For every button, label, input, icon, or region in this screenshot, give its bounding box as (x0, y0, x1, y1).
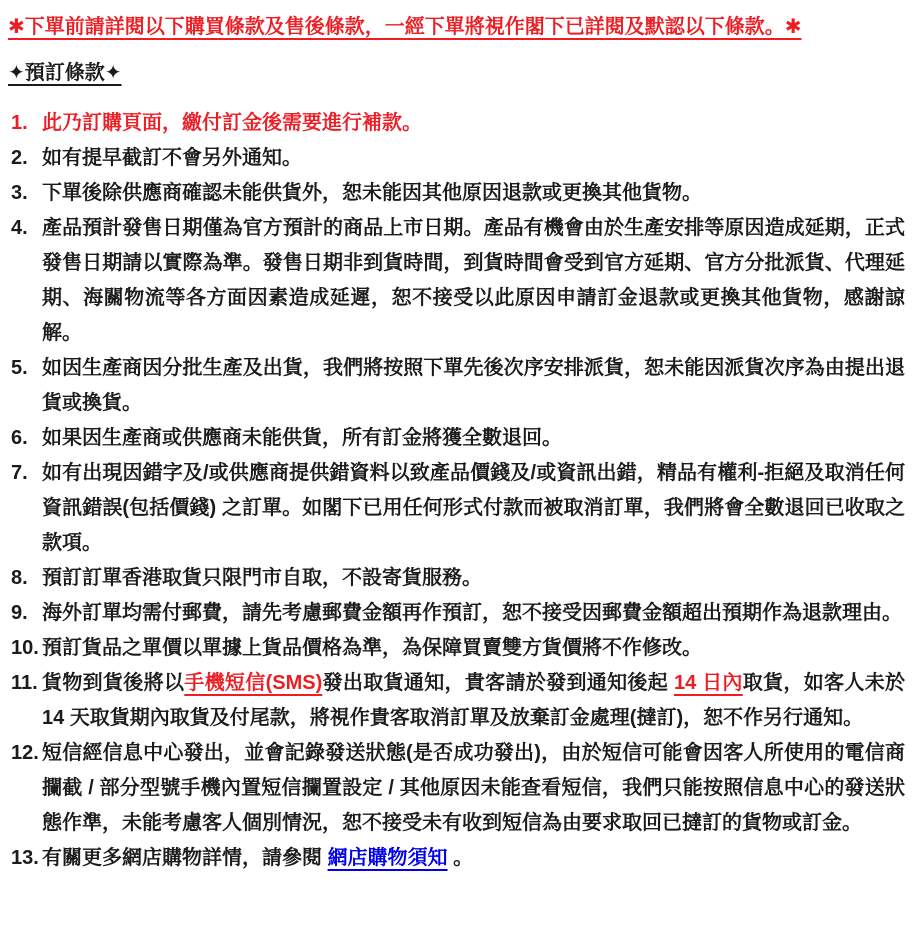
term-number: 8. (11, 567, 28, 589)
term-text-body (42, 637, 702, 659)
term-number: 11. (11, 672, 38, 694)
term-text-body (42, 182, 702, 204)
term-item-2 (8, 141, 905, 176)
term-text-segment: 預訂貨品之單價以單據上貨品價格為準，為保障買賣雙方貨價將不作修改。 (42, 637, 702, 659)
term-item-7 (8, 456, 905, 561)
term-number: 7. (11, 462, 28, 484)
term-number: 5. (11, 357, 28, 379)
term-text-segment: 取貨，如客人未於 14 天取貨期內取貨及付尾款，將視作貴客取消訂單及放棄訂金處理(撻訂)，恕不作另行通知。 (42, 672, 906, 729)
term-number: 6. (11, 427, 28, 449)
term-number: 3. (11, 182, 28, 204)
term-number: 4. (11, 217, 28, 239)
term-item-11 (8, 666, 905, 736)
term-item-1 (8, 106, 905, 141)
term-text-body (42, 217, 905, 344)
terms-list (8, 106, 905, 876)
term-number: 13. (11, 847, 39, 869)
term-item-5 (8, 351, 905, 421)
term-text-segment: 如有出現因錯字及/或供應商提供錯資料以致產品價錢及/或資訊出錯，精品有權利-拒絕及取消任何資訊錯誤(包括價錢) 之訂單。如閣下已用任何形式付款而被取消訂單，我們將會全數退回已收取之款項。 (42, 462, 905, 554)
term-text-body (42, 112, 422, 134)
term-text-segment: 貨物到貨後將以 (42, 672, 185, 694)
term-text-body (42, 742, 905, 834)
term-text-segment: 如果因生產商或供應商未能供貨，所有訂金將獲全數退回。 (42, 427, 562, 449)
term-item-13 (8, 841, 905, 876)
term-number: 10. (11, 637, 39, 659)
term-text-body (42, 357, 905, 414)
term-item-3 (8, 176, 905, 211)
term-text-segment: 14 日內 (673, 672, 743, 694)
term-text-body (42, 602, 902, 624)
term-text-segment: 預訂訂單香港取貨只限門市自取，不設寄貨服務。 (42, 567, 482, 589)
term-text-segment: 下單後除供應商確認未能供貨外，恕未能因其他原因退款或更換其他貨物。 (42, 182, 702, 204)
term-text-segment: 如有提早截訂不會另外通知。 (42, 147, 302, 169)
term-item-12 (8, 736, 905, 841)
purchase-notice-heading: ✱下單前請詳閱以下購買條款及售後條款，一經下單將視作閣下已詳閱及默認以下條款。✱ (8, 16, 802, 38)
term-text-body (42, 672, 905, 729)
term-text-segment: 此乃訂購頁面，繳付訂金後需要進行補款。 (42, 112, 422, 134)
term-text-segment: 。 (447, 847, 474, 869)
online-store-shopping-guide-link[interactable]: 網店購物須知 (327, 847, 448, 869)
term-number: 12. (11, 742, 39, 764)
term-text-segment: 手機短信(SMS) (184, 672, 323, 694)
term-text-segment: 如因生產商因分批生產及出貨，我們將按照下單先後次序安排派貨，恕未能因派貨次序為由提出退貨或換貨。 (42, 357, 905, 414)
term-item-10 (8, 631, 905, 666)
term-number: 1. (11, 112, 28, 134)
term-text-segment: 短信經信息中心發出，並會記錄發送狀態(是否成功發出)，由於短信可能會因客人所使用的電信商攔截 / 部分型號手機內置短信攔置設定 / 其他原因未能查看短信，我們只能按照信息中心的發送狀態作準，未能考慮客人個別情況，恕不接受未有收到短信為由要求取回已撻訂的貨物或訂金。 (42, 742, 905, 834)
term-text-body (42, 847, 473, 869)
term-text-segment: 產品預計發售日期僅為官方預計的商品上市日期。產品有機會由於生產安排等原因造成延期，正式發售日期請以實際為準。發售日期非到貨時間，到貨時間會受到官方延期、官方分批派貨、代理延期、海關物流等各方面因素造成延遲，恕不接受以此原因申請訂金退款或更換其他貨物，感謝諒解。 (42, 217, 905, 344)
term-text-body (42, 462, 905, 554)
term-text-body (42, 567, 482, 589)
term-item-4 (8, 211, 905, 351)
preorder-terms-heading: ✦預訂條款✦ (8, 62, 122, 84)
term-text-segment: 發出取貨通知，貴客請於發到通知後起 (322, 672, 674, 694)
term-item-6 (8, 421, 905, 456)
term-item-8 (8, 561, 905, 596)
term-text-body (42, 427, 562, 449)
term-text-body (42, 147, 302, 169)
term-item-9 (8, 596, 905, 631)
term-number: 2. (11, 147, 28, 169)
term-text-segment: 海外訂單均需付郵費，請先考慮郵費金額再作預訂，恕不接受因郵費金額超出預期作為退款理由。 (42, 602, 902, 624)
term-number: 9. (11, 602, 28, 624)
term-text-segment: 有關更多網店購物詳情，請參閱 (42, 847, 328, 869)
